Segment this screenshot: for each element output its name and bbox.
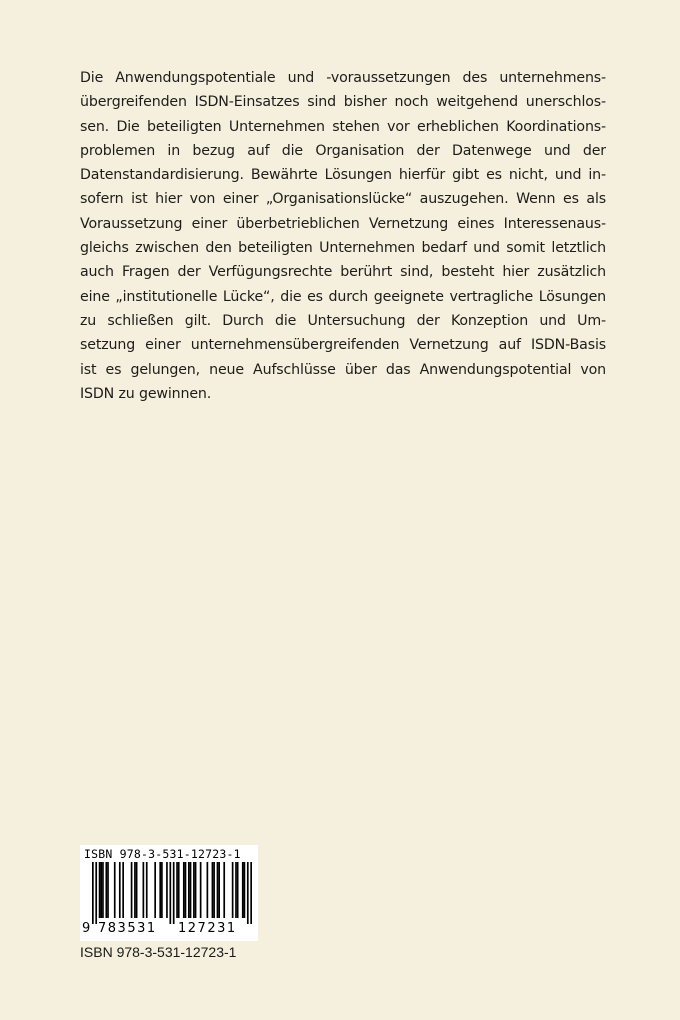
- barcode-bar: [193, 862, 195, 918]
- blurb-line: zu schließen gilt. Durch die Untersuchung der Konzeption und Um-: [80, 312, 606, 329]
- barcode-bar: [232, 862, 234, 918]
- barcode-bar: [185, 862, 187, 918]
- barcode-bar: [159, 862, 161, 918]
- blurb-line: Die Anwendungspotentiale und -voraussetzungen des unternehmens-: [80, 70, 606, 86]
- barcode-bar: [212, 862, 214, 918]
- barcode-bar: [195, 862, 197, 918]
- barcode-bar: [134, 862, 136, 918]
- barcode-bar: [95, 862, 97, 924]
- blurb-line: ISDN zu gewinnen.: [80, 385, 212, 402]
- barcode-digits-left: 783531: [98, 921, 157, 936]
- barcode-bar: [119, 862, 121, 918]
- barcode-bar: [166, 862, 168, 918]
- barcode-bars: [92, 862, 252, 924]
- isbn-label: ISBN 978-3-531-12723-1: [80, 944, 237, 960]
- blurb-line: Voraussetzung einer überbetrieblichen Vernetzung eines Interessenaus-: [80, 215, 606, 232]
- barcode-bar: [244, 862, 246, 918]
- barcode-bar: [146, 862, 148, 918]
- blurb-line: problemen in bezug auf die Organisation der Datenwege und der: [80, 142, 606, 159]
- blurb-line: sofern ist hier von einer „Organisationslücke“ auszugehen. Wenn es als: [80, 191, 606, 208]
- barcode-digit-lead: 9: [82, 921, 91, 936]
- barcode-bar: [105, 862, 107, 918]
- barcode-bar: [250, 862, 252, 924]
- barcode-bar: [107, 862, 109, 918]
- barcode-graphic: [92, 862, 252, 924]
- barcode-bar: [235, 862, 237, 918]
- barcode-bar: [102, 862, 104, 918]
- barcode-bar: [247, 862, 249, 924]
- barcode-bar: [223, 862, 225, 918]
- barcode-bar: [237, 862, 239, 918]
- barcode-bar: [114, 862, 116, 918]
- blurb-line: Datenstandardisierung. Bewährte Lösungen hierfür gibt es nicht, und in-: [80, 167, 606, 184]
- barcode-bar: [176, 862, 178, 918]
- barcode-bar: [122, 862, 124, 918]
- barcode-bar: [213, 862, 215, 918]
- barcode-bar: [136, 862, 138, 918]
- blurb-line: auch Fragen der Verfügungsrechte berührt sind, besteht hier zusätzlich: [80, 264, 606, 281]
- barcode-bar: [183, 862, 185, 918]
- barcode-bar: [242, 862, 244, 918]
- blurb-line: gleichs zwischen den beteiligten Unternehmen bedarf und somit letztlich: [80, 240, 606, 257]
- barcode-isbn-text: ISBN 978-3-531-12723-1: [84, 847, 241, 861]
- barcode-bar: [161, 862, 163, 918]
- barcode-digits-right: 127231: [178, 921, 237, 936]
- barcode-bar: [173, 862, 175, 924]
- barcode-bar: [131, 862, 133, 918]
- barcode-bar: [178, 862, 180, 918]
- barcode-bar: [143, 862, 145, 918]
- barcode-bar: [207, 862, 209, 918]
- barcode-bar: [169, 862, 171, 924]
- blurb-line: übergreifenden ISDN-Einsatzes sind bisher noch weitgehend unerschlos-: [80, 94, 606, 111]
- barcode-bar: [200, 862, 202, 918]
- barcode-bar: [92, 862, 94, 924]
- barcode-bar: [188, 862, 190, 918]
- blurb-line: setzung einer unternehmensübergreifenden Vernetzung auf ISDN-Basis: [80, 337, 606, 354]
- barcode-bar: [154, 862, 156, 918]
- blurb-line: eine „institutionelle Lücke“, die es durch geeignete vertragliche Lösungen: [80, 288, 606, 305]
- barcode-bar: [218, 862, 220, 918]
- barcode-bar: [190, 862, 192, 918]
- barcode-bar: [217, 862, 219, 918]
- barcode-bar: [99, 862, 101, 918]
- blurb-line: sen. Die beteiligten Unternehmen stehen vor erheblichen Koordinations-: [80, 118, 606, 135]
- blurb-line: ist es gelungen, neue Aufschlüsse über das Anwendungspotential von: [80, 361, 606, 378]
- back-cover-blurb: [80, 66, 606, 406]
- isbn-barcode: [80, 845, 258, 941]
- barcode-bar: [100, 862, 102, 918]
